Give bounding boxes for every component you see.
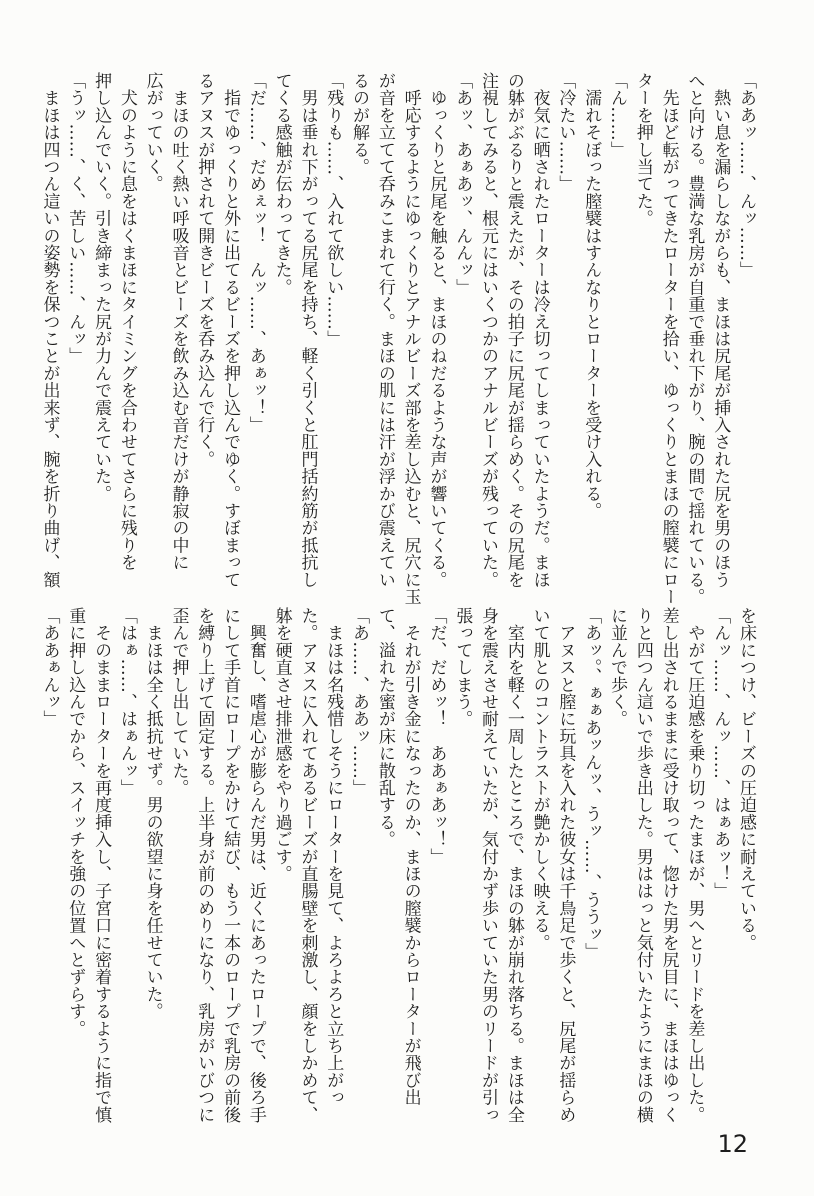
text-block-top (36, 72, 758, 606)
text-column: るアヌスが押されて開きビーズを呑み込んで行く。 (194, 72, 215, 468)
text-column: 犬のように息をはくまほにタイミングを合わせてさらに残りを (116, 72, 137, 571)
text-column: 「はぁ……、はぁんッ」 (116, 607, 137, 797)
text-column: まほの吐く熱い呼吸音とビーズを飲み込む音だけが静寂の中に (168, 72, 189, 571)
text-column: へと向ける。豊満な乳房が自重で垂れ下がり、腕の間で揺れている。 (684, 72, 705, 606)
text-column: そのままローターを再度挿入し、子宮口に密着するように指で慎 (91, 607, 112, 1123)
text-column: の躰がぶるりと震えたが、その拍子に尻尾が揺らめく。その尻尾を (503, 72, 524, 588)
text-column: ゆっくりと尻尾を触ると、まほのねだるような声が響いてくる。 (426, 72, 447, 588)
text-column: 室内を軽く一周したところで、まほの躰が崩れ落ちる。まほは全 (503, 607, 524, 1123)
text-column: に並んで歩く。 (607, 607, 628, 728)
text-column: いて肌とのコントラストが艶かしく映える。 (529, 607, 550, 951)
text-column: 「うッ……、く、苦しい……、んッ」 (65, 72, 86, 365)
page-number: 12 (717, 1130, 748, 1158)
text-column: 差し出されるままに受け取って、惚けた男を尻目に、まほはゆっく (658, 607, 679, 1123)
text-column: にして手首にロープをかけて結び、もう一本のロープで乳房の前後 (220, 607, 241, 1123)
text-column: やがて圧迫感を乗り切ったまほが、男へとリードを差し出した。 (684, 607, 705, 1123)
text-column: 「だ、だめッ！ ああぁあッ！」 (426, 607, 447, 865)
text-column: まほは四つん這いの姿勢を保つことが出来ず、腕を折り曲げ、額 (39, 72, 60, 588)
text-column: 「残りも……、入れて欲しい……」 (323, 72, 344, 348)
text-column: るのが解る。 (349, 72, 370, 176)
text-column: 男は垂れ下がってる尻尾を持ち、軽く引くと肛門括約筋が抵抗し (297, 72, 318, 588)
text-column: た。アヌスに入れてあるビーズが直腸壁を刺激し、顔をしかめて、 (297, 607, 318, 1123)
text-column: 「だ……、だめぇッ！ んッ……、あぁッ！」 (245, 72, 266, 434)
text-column: アヌスと膣に玩具を入れた彼女は千鳥足で歩くと、尻尾が揺らめ (555, 607, 576, 1123)
text-column: 「冷たい……」 (555, 72, 576, 193)
text-column: が音を立てて呑みこまれて行く。まほの肌には汗が浮かび震えてい (374, 72, 395, 588)
text-column: 身を震えさせ耐えていたが、気付かず歩いていた男のリードが引っ (478, 607, 499, 1123)
text-column: 「あッ。、ぁぁあッんッ、うッ……、ううッ」 (581, 607, 602, 960)
text-column: 先ほど転がってきたローターを拾い、ゆっくりとまほの膣襞にロー (658, 72, 679, 606)
text-column: まほは全く抵抗せず。男の欲望に身を任せていた。 (142, 607, 163, 1020)
text-column: 「んッ……、んッ……、はぁあッ！」 (710, 607, 731, 900)
text-block-bottom (36, 607, 758, 1127)
text-column: それが引き金になったのか、まほの膣襞からローターが飛び出 (400, 607, 421, 1106)
text-column: 歪んで押し出していた。 (168, 607, 189, 797)
text-column: ターを押し当てた。 (632, 72, 653, 227)
text-column: 夜気に晒されたローターは冷え切ってしまっていたようだ。まほ (529, 72, 550, 588)
text-column: 呼応するようにゆっくりとアナルビーズ部を差し込むと、尻穴に玉 (400, 72, 421, 606)
text-column: 「あ……、ああッ……」 (349, 607, 370, 797)
text-column: りと四つん這いで歩き出した。男ははっと気付いたようにまほの横 (632, 607, 653, 1123)
text-column: 熱い息を漏らしながらも、まほは尻尾が挿入された尻を男のほう (710, 72, 731, 588)
text-column: 躰を硬直させ排泄感をやり過ごす。 (271, 607, 292, 883)
text-column: 「ん……」 (607, 72, 628, 158)
text-column: を床につけ、ビーズの圧迫感に耐えている。 (736, 607, 756, 951)
text-column: を縛り上げて固定する。上半身が前のめりになり、乳房がいびつに (194, 607, 215, 1123)
text-column: てくる感触が伝わってきた。 (271, 72, 292, 296)
text-column: 興奮し、嗜虐心が膨らんだ男は、近くにあったロープで、後ろ手 (245, 607, 266, 1123)
text-column: 指でゆっくりと外に出てるビーズを押し込んでゆく。すぼまって (220, 72, 241, 588)
text-column: 広がっていく。 (142, 72, 163, 193)
text-column: 「あッ、あぁあッ、んんッ」 (452, 72, 473, 296)
text-column: まほは名残惜しそうにローターを見て、よろよろと立ち上がっ (323, 607, 344, 1106)
text-column: 張ってしまう。 (452, 607, 473, 728)
text-column: 「ああぁんッ」 (39, 607, 60, 728)
text-column: 押し込んでいく。引き締まった尻が力んで震えていた。 (91, 72, 112, 502)
text-column: 濡れそぼった膣襞はすんなりとローターを受け入れる。 (581, 72, 602, 520)
text-column: 重に押し込んでから、スイッチを強の位置へとずらす。 (65, 607, 86, 1037)
text-column: 「ああッ……、んッ……」 (736, 72, 756, 279)
text-column: て、溢れた蜜が床に散乱する。 (374, 607, 395, 848)
text-column: 注視してみると、根元にはいくつかのアナルビーズが残っていた。 (478, 72, 499, 588)
